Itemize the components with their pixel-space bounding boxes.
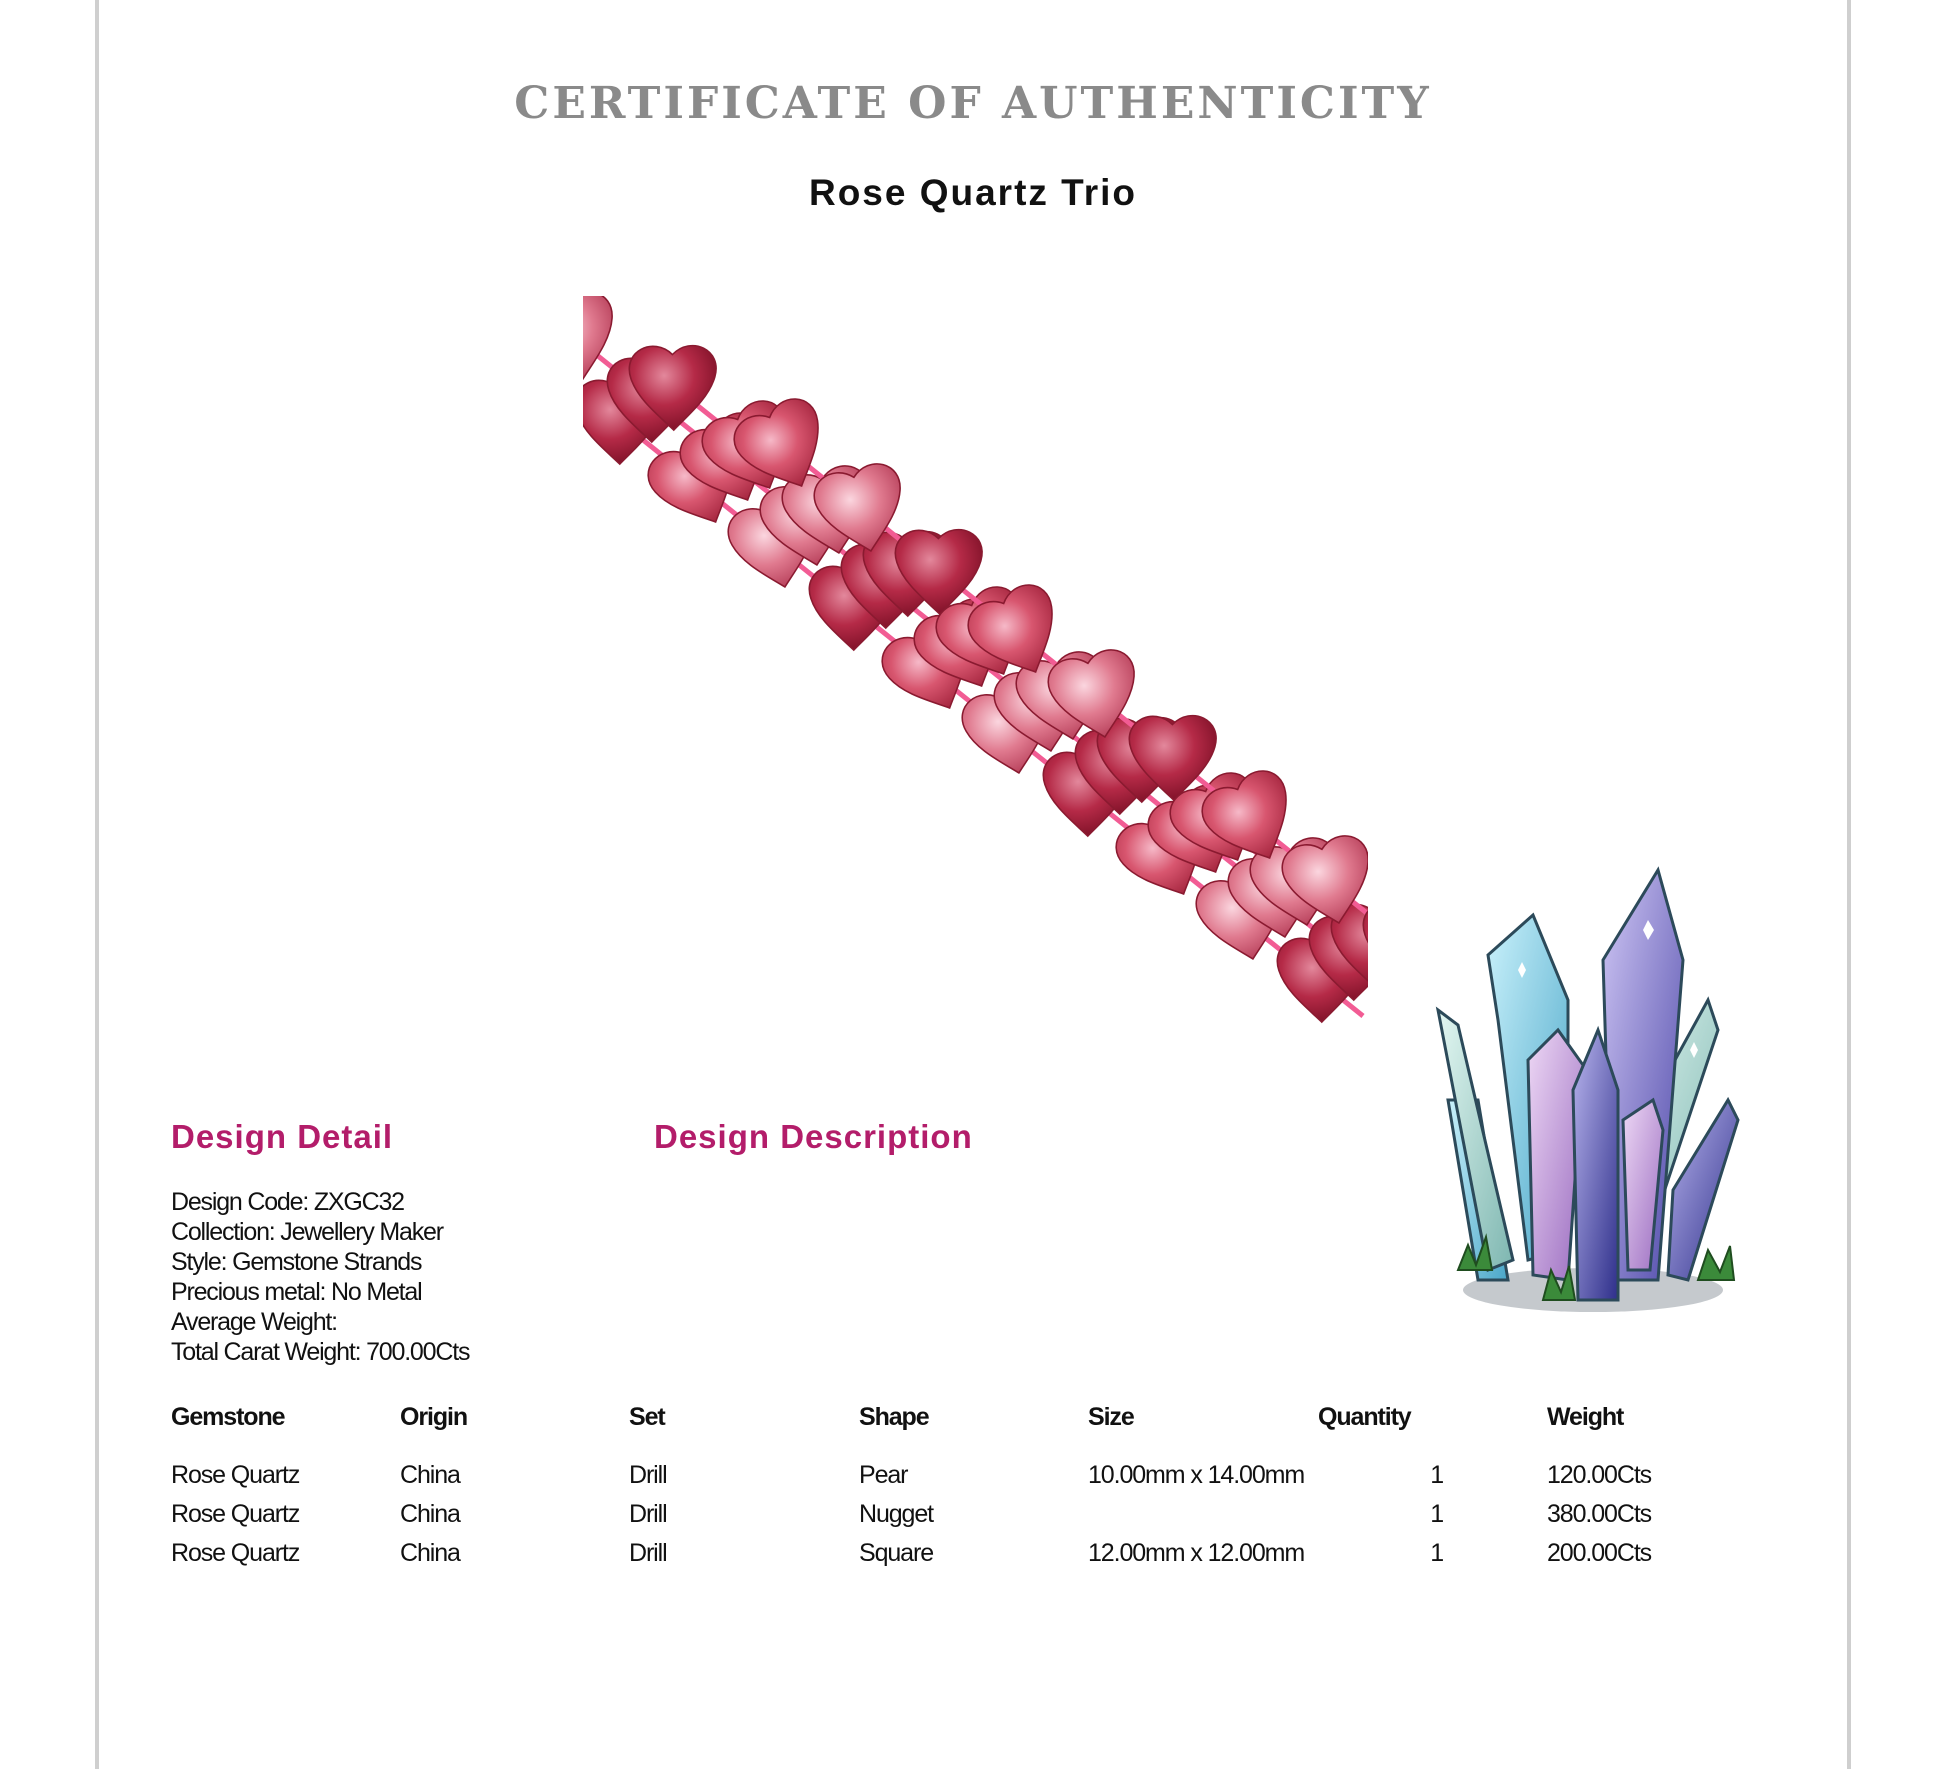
cell-origin: China xyxy=(400,1461,460,1489)
header-weight: Weight xyxy=(1547,1403,1624,1431)
style: Style: Gemstone Strands xyxy=(171,1248,422,1276)
design-description-heading: Design Description xyxy=(654,1118,973,1155)
table-row xyxy=(171,1461,1707,1500)
cell-set: Drill xyxy=(629,1461,667,1489)
cell-gemstone: Rose Quartz xyxy=(171,1461,300,1489)
cell-size: 12.00mm x 12.00mm xyxy=(1088,1539,1305,1567)
product-name: Rose Quartz Trio xyxy=(808,172,1138,213)
cell-gemstone: Rose Quartz xyxy=(171,1539,300,1567)
precious-metal: Precious metal: No Metal xyxy=(171,1278,422,1306)
cell-shape: Nugget xyxy=(859,1500,934,1528)
design-detail-heading: Design Detail xyxy=(171,1118,394,1155)
table-header-row xyxy=(171,1403,1707,1435)
cell-set: Drill xyxy=(629,1539,667,1567)
cell-quantity: 1 xyxy=(1430,1539,1443,1567)
cell-set: Drill xyxy=(629,1500,667,1528)
header-size: Size xyxy=(1088,1403,1134,1431)
cell-weight: 380.00Cts xyxy=(1547,1500,1652,1528)
average-weight: Average Weight: xyxy=(171,1308,337,1336)
cell-origin: China xyxy=(400,1500,460,1528)
header-set: Set xyxy=(629,1403,665,1431)
cell-shape: Pear xyxy=(859,1461,908,1489)
table-row xyxy=(171,1500,1707,1539)
cell-weight: 200.00Cts xyxy=(1547,1539,1652,1567)
cell-shape: Square xyxy=(859,1539,934,1567)
cell-weight: 120.00Cts xyxy=(1547,1461,1652,1489)
header-gemstone: Gemstone xyxy=(171,1403,285,1431)
cell-size: 10.00mm x 14.00mm xyxy=(1088,1461,1305,1489)
header-shape: Shape xyxy=(859,1403,929,1431)
header-quantity: Quantity xyxy=(1318,1403,1411,1431)
collection: Collection: Jewellery Maker xyxy=(171,1218,443,1246)
cell-origin: China xyxy=(400,1539,460,1567)
page-border-left xyxy=(95,0,99,1769)
cell-quantity: 1 xyxy=(1430,1500,1443,1528)
header-origin: Origin xyxy=(400,1403,468,1431)
cell-gemstone: Rose Quartz xyxy=(171,1500,300,1528)
crystal-cluster-illustration xyxy=(1418,860,1768,1340)
product-photo xyxy=(583,296,1368,1080)
design-code: Design Code: ZXGC32 xyxy=(171,1188,404,1216)
table-row xyxy=(171,1539,1707,1578)
certificate-title: CERTIFICATE OF AUTHENTICITY xyxy=(514,78,1432,129)
cell-quantity: 1 xyxy=(1430,1461,1443,1489)
design-detail-list xyxy=(171,1187,469,1367)
page-border-right xyxy=(1847,0,1851,1769)
cell-size xyxy=(1088,1500,1318,1539)
total-carat-weight: Total Carat Weight: 700.00Cts xyxy=(171,1338,470,1366)
gemstone-table xyxy=(171,1403,1707,1578)
